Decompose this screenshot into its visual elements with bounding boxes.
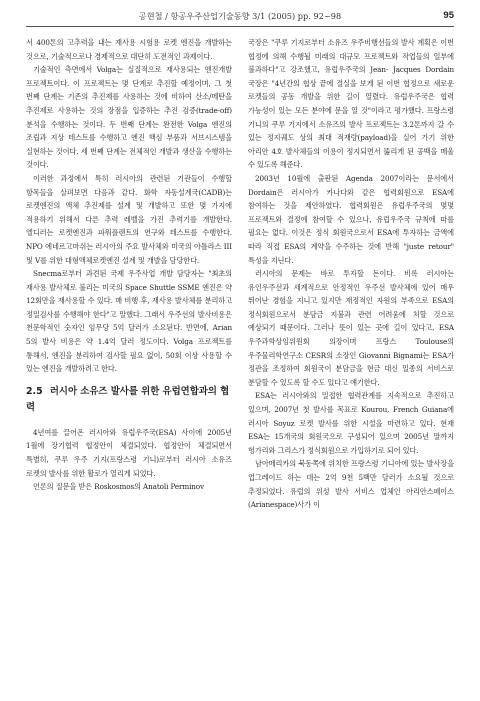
left-column: [26, 36, 232, 693]
paragraph: 4년여를 끌어온 러시아와 유럽우주국(ESA) 사이에 2005년 1월에 장기협력 협정안이 체결되었다. 협정안이 체결되면서 특별히, 쿠루 우주 기지(프랑스령 기니)로부터 러시아 소유즈 로켓의 발사를 위한 활로가 열리게 되었다.: [26, 427, 232, 478]
section-title: 러시아 소유즈 발사를 위한 유럽연합과의 협력: [26, 385, 230, 413]
paragraph: 러시아의 문제는 바로 투자할 돈이다. 비록 러시아는 유인우주선과 세계적으로 안정적인 우주선 발사체에 있어 매우 뛰어난 경험을 지니고 있지만 재정적인 자원의 부족으로 ESA의 정식회원으로서 분담금 지불과 관련 어려움에 처할 것으로 예상되기 때문이다. 그러나 뜻이 있는 곳에 길이 있다고, ESA 우주과학상임위원회 의장이며 프랑스 Toulouse의 우주물리학연구소 CESR의 소장인 Giovanni Bignami는 ESA가 정관을 조정하여 회원국이 분담금을 현금 대신 일종의 서비스로 분담할 수 있도록 할 수도 있다고 얘기한다.: [248, 269, 454, 387]
paragraph: 남아메리카의 북동쪽에 위치한 프랑스령 기니아에 있는 발사장을 업그레이드 하는 데는 2억 9천 5백만 달러가 소요될 것으로 추정되었다. 유럽의 위성 발사 서비스 업체인 아리안스페이스(Arianespace)사가 이: [248, 459, 454, 510]
paragraph: Snecma로부터 과견된 국제 우주사업 개발 담당자는 "최초의 재사용 발사체로 불리는 미국의 Space Shuttle SSME 엔진은 약 12회만을 재사용할 수 있다. 매 비행 후, 재사용 발사체를 분리하고 정밀검사를 수행해야 한다"고 말했다. 그래서 우주선의 발사비용은 천문학적인 숫자인 임무당 5억 달러가 소요된다. 반면에, Arian 5의 발사 비용은 약 1.4억 달러 정도이다. Volga 프로젝트를 통해서, 엔진을 분리하여 검사할 필요 없이, 50회 이상 사용할 수 있는 엔진을 개발하려고 한다.: [26, 269, 232, 374]
running-title: 공현철 / 항공우주산업기술동향 3/1 (2005) pp. 92~98: [138, 11, 342, 21]
paragraph: 이러한 과정에서 특히 러시아의 관련된 기관들이 수행할 항목들을 살펴보면 다음과 같다. 화학 자동설계국(CADB)는 로켓엔진의 액체 추진제를 설계 및 개발하고 또한 몇 가지에 적용하기 위해서 다른 추력 레벨을 가진 추력기를 개발한다. 엘디러는 로켓엔진과 파워플랜트의 연구와 테스트를 수행한다. NPO 에네르고마쉬는 러시아의 주요 발사체와 미국의 아틀라스 III 및 V를 위한 대형액체로켓엔진 설계 및 개발을 담당한다.: [26, 173, 232, 265]
paragraph: 국장은 "쿠루 기지로부터 소유즈 우주비행선들의 발사 계획은 이번 협정에 의해 수행될 미래의 대규모 프로젝트와 작업들의 일부에 불과하다"고 강조했고, 유럽우주국의 Jean- Jacques Dordain 국장은 "4년간의 협상 끝에 결실을 보게 된 이번 협정으로 새로운 로켓들의 공동 개발을 위한 길이 열렸다. 유럽우주국은 협력 가능성이 있는 모든 분야에 문을 열 것"이라고 평가했다. 프랑스령 기니의 쿠루 기지에서 소유즈의 발사 프로젝트는 3.2톤까지 갈 수 있는 정지궤도 상의 최대 적재량(payload)을 실어 가기 위한 아리안 4호 발사체들의 이용이 정지되면서 뚫리게 된 공백을 메울 수 있도록 해준다.: [248, 38, 454, 170]
page-header: [26, 10, 454, 27]
paragraph: 기술적인 측면에서 Volga는 실질적으로 재사용되는 엔진개발 프로젝트이다. 이 프로젝트는 몇 단계로 추진할 예정이며, 그 첫 번째 단계는 기존의 추진제를 사용하는 것에 비하여 산소/메탄을 추진제로 사용하는 것의 장점을 입증하는 추진 검증(trade-off) 분석을 수행하는 것이다. 두 번째 단계는 완전한 Volga 엔진의 조립과 지상 테스트를 수행하고 엔진 핵심 부품과 서브시스템을 실현하는 것이다. 세 번째 단계는 전체적인 개발과 생산을 수행하는 것이다.: [26, 65, 232, 170]
two-column-body: [26, 36, 454, 693]
right-column: [248, 36, 454, 693]
paragraph: 언론의 질문을 받은 Roskosmos의 Anatoli Perminov: [33, 482, 204, 492]
paragraph: 2003년 10월에 출판된 Agenda 2007이라는 문서에서 Dordain은 러시아가 카나다와 같은 협력회원으로 ESA에 참여하는 것을 제안하였다. 협력회원은 유럽우주국의 몇몇 프로젝트와 결정에 참여할 수 있으나, 유럽우주국 규칙에 따를 필요는 없다. 이것은 정식 회원국으로서 ESA에 투자하는 금액에 따라 직접 ESA의 계약을 수주하는 것에 반해 "juste retour" 특성을 지닌다.: [248, 173, 454, 265]
section-number: 2.5: [26, 385, 43, 397]
section-heading: [26, 384, 232, 416]
page-number: 95: [443, 10, 454, 21]
paragraph: 서 400톤의 고추력을 내는 재사용 시험용 로켓 엔진을 개발하는 것으로, 기술적으로나 경제적으로 대단히 도전적인 과제이다.: [26, 38, 232, 61]
paragraph: ESA는 러시아와의 밀접한 협력관계를 지속적으로 추진하고 있으며, 2007년 첫 발사를 목표로 Kourou, French Guiana에 러시아 Soyuz 로켓 발사를 위한 시설을 마련하고 있다. 현재 ESA는 15개국의 회원국으로 구성되어 있으며 2005년 말까지 헝가리와 그리스가 정식회원으로 가입하기로 되어 있다.: [248, 391, 454, 455]
